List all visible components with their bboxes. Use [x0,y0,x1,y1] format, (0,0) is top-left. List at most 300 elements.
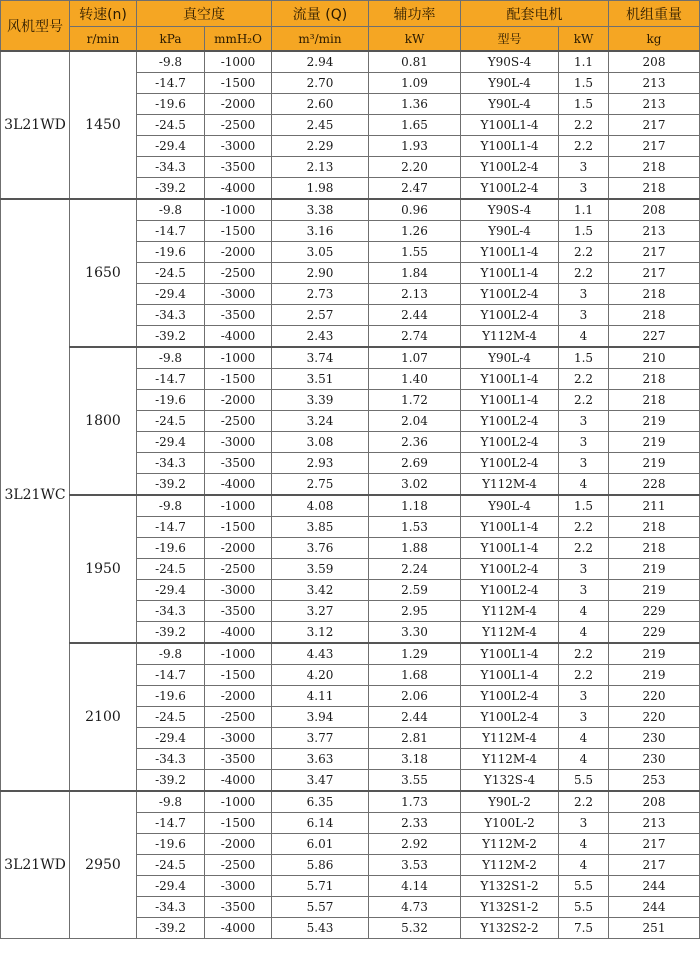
power-cell: 2.95 [369,601,461,622]
weight-cell: 218 [609,284,700,305]
weight-cell: 251 [609,918,700,939]
weight-cell: 219 [609,665,700,686]
model-cell: 3L21WD [1,51,70,199]
weight-cell: 208 [609,51,700,73]
motor-model-cell: Y100L1-4 [461,665,559,686]
kpa-cell: -9.8 [137,791,205,813]
mmh2o-cell: -3500 [205,305,272,326]
motor-model-cell: Y90L-4 [461,495,559,517]
kpa-cell: -14.7 [137,73,205,94]
motor-kw-cell: 1.5 [559,347,609,369]
speed-cell: 2950 [70,791,137,939]
kpa-cell: -9.8 [137,51,205,73]
motor-kw-cell: 3 [559,580,609,601]
power-cell: 2.13 [369,284,461,305]
power-cell: 2.92 [369,834,461,855]
weight-cell: 229 [609,622,700,644]
weight-cell: 219 [609,453,700,474]
motor-kw-cell: 3 [559,157,609,178]
power-cell: 1.36 [369,94,461,115]
weight-cell: 217 [609,855,700,876]
weight-cell: 220 [609,707,700,728]
kpa-cell: -14.7 [137,665,205,686]
motor-model-cell: Y112M-4 [461,326,559,348]
kpa-cell: -29.4 [137,136,205,157]
kpa-cell: -34.3 [137,897,205,918]
kpa-cell: -34.3 [137,453,205,474]
kpa-cell: -24.5 [137,855,205,876]
kpa-cell: -24.5 [137,263,205,284]
motor-kw-cell: 5.5 [559,876,609,897]
motor-model-cell: Y132S2-2 [461,918,559,939]
motor-model-cell: Y90L-4 [461,94,559,115]
flow-cell: 4.11 [272,686,369,707]
table-row [1,643,700,665]
power-cell: 0.81 [369,51,461,73]
flow-cell: 3.59 [272,559,369,580]
motor-model-cell: Y100L1-4 [461,115,559,136]
unit-mmh2o: mmH₂O [205,27,272,52]
mmh2o-cell: -2500 [205,263,272,284]
kpa-cell: -14.7 [137,517,205,538]
mmh2o-cell: -3000 [205,136,272,157]
power-cell: 2.47 [369,178,461,200]
kpa-cell: -39.2 [137,918,205,939]
weight-cell: 219 [609,643,700,665]
mmh2o-cell: -2000 [205,686,272,707]
power-cell: 0.96 [369,199,461,221]
motor-kw-cell: 1.1 [559,51,609,73]
mmh2o-cell: -1500 [205,665,272,686]
flow-cell: 2.45 [272,115,369,136]
weight-cell: 217 [609,242,700,263]
power-cell: 2.74 [369,326,461,348]
mmh2o-cell: -4000 [205,622,272,644]
kpa-cell: -9.8 [137,643,205,665]
weight-cell: 213 [609,73,700,94]
motor-model-cell: Y100L2-4 [461,284,559,305]
motor-kw-cell: 4 [559,749,609,770]
motor-kw-cell: 3 [559,305,609,326]
motor-kw-cell: 1.5 [559,73,609,94]
mmh2o-cell: -4000 [205,474,272,496]
flow-cell: 3.27 [272,601,369,622]
weight-cell: 218 [609,390,700,411]
kpa-cell: -19.6 [137,834,205,855]
table-row [1,347,700,369]
motor-kw-cell: 2.2 [559,665,609,686]
mmh2o-cell: -2000 [205,94,272,115]
flow-cell: 6.35 [272,791,369,813]
flow-cell: 3.08 [272,432,369,453]
power-cell: 2.69 [369,453,461,474]
mmh2o-cell: -4000 [205,178,272,200]
kpa-cell: -29.4 [137,876,205,897]
kpa-cell: -39.2 [137,770,205,792]
kpa-cell: -19.6 [137,242,205,263]
motor-model-cell: Y100L1-4 [461,369,559,390]
kpa-cell: -29.4 [137,580,205,601]
weight-cell: 213 [609,813,700,834]
weight-cell: 244 [609,897,700,918]
flow-cell: 3.16 [272,221,369,242]
unit-flow: m³/min [272,27,369,52]
unit-power: kW [369,27,461,52]
weight-cell: 213 [609,221,700,242]
kpa-cell: -39.2 [137,622,205,644]
flow-cell: 3.05 [272,242,369,263]
power-cell: 1.84 [369,263,461,284]
weight-cell: 244 [609,876,700,897]
motor-model-cell: Y90S-4 [461,199,559,221]
motor-kw-cell: 2.2 [559,390,609,411]
mmh2o-cell: -1000 [205,347,272,369]
weight-cell: 219 [609,432,700,453]
power-cell: 1.07 [369,347,461,369]
weight-cell: 218 [609,517,700,538]
flow-cell: 2.70 [272,73,369,94]
flow-cell: 2.13 [272,157,369,178]
power-cell: 2.81 [369,728,461,749]
model-cell: 3L21WD [1,791,70,939]
motor-model-cell: Y90L-4 [461,347,559,369]
kpa-cell: -34.3 [137,601,205,622]
header-model: 风机型号 [1,1,70,52]
power-cell: 3.18 [369,749,461,770]
motor-kw-cell: 4 [559,326,609,348]
power-cell: 3.55 [369,770,461,792]
unit-speed: r/min [70,27,137,52]
motor-model-cell: Y112M-2 [461,855,559,876]
motor-model-cell: Y100L2-4 [461,411,559,432]
weight-cell: 229 [609,601,700,622]
motor-model-cell: Y100L2-4 [461,453,559,474]
power-cell: 1.26 [369,221,461,242]
speed-cell: 1800 [70,347,137,495]
motor-kw-cell: 4 [559,834,609,855]
motor-kw-cell: 2.2 [559,369,609,390]
power-cell: 1.53 [369,517,461,538]
mmh2o-cell: -2000 [205,538,272,559]
header-vacuum: 真空度 [137,1,272,27]
power-cell: 1.88 [369,538,461,559]
kpa-cell: -34.3 [137,305,205,326]
motor-kw-cell: 2.2 [559,136,609,157]
kpa-cell: -29.4 [137,728,205,749]
motor-kw-cell: 3 [559,707,609,728]
power-cell: 1.93 [369,136,461,157]
weight-cell: 230 [609,749,700,770]
kpa-cell: -24.5 [137,559,205,580]
motor-kw-cell: 4 [559,855,609,876]
flow-cell: 2.90 [272,263,369,284]
power-cell: 2.06 [369,686,461,707]
kpa-cell: -14.7 [137,221,205,242]
flow-cell: 3.47 [272,770,369,792]
kpa-cell: -9.8 [137,347,205,369]
unit-weight: kg [609,27,700,52]
flow-cell: 5.86 [272,855,369,876]
motor-kw-cell: 3 [559,411,609,432]
table-row [1,495,700,517]
motor-kw-cell: 3 [559,686,609,707]
power-cell: 2.44 [369,707,461,728]
weight-cell: 213 [609,94,700,115]
motor-model-cell: Y100L2-4 [461,559,559,580]
mmh2o-cell: -1500 [205,813,272,834]
kpa-cell: -39.2 [137,474,205,496]
weight-cell: 219 [609,411,700,432]
mmh2o-cell: -1500 [205,73,272,94]
motor-model-cell: Y90L-4 [461,221,559,242]
motor-model-cell: Y112M-2 [461,834,559,855]
mmh2o-cell: -2500 [205,411,272,432]
kpa-cell: -39.2 [137,178,205,200]
mmh2o-cell: -1500 [205,369,272,390]
unit-motor-kw: kW [559,27,609,52]
weight-cell: 217 [609,834,700,855]
kpa-cell: -24.5 [137,115,205,136]
flow-cell: 3.51 [272,369,369,390]
motor-kw-cell: 4 [559,474,609,496]
mmh2o-cell: -3500 [205,453,272,474]
motor-model-cell: Y112M-4 [461,622,559,644]
weight-cell: 217 [609,115,700,136]
header-motor: 配套电机 [461,1,609,27]
motor-model-cell: Y100L2-4 [461,580,559,601]
flow-cell: 2.94 [272,51,369,73]
flow-cell: 3.63 [272,749,369,770]
flow-cell: 4.20 [272,665,369,686]
mmh2o-cell: -3000 [205,284,272,305]
kpa-cell: -14.7 [137,813,205,834]
weight-cell: 218 [609,178,700,200]
power-cell: 3.02 [369,474,461,496]
motor-kw-cell: 1.5 [559,94,609,115]
flow-cell: 2.60 [272,94,369,115]
flow-cell: 3.42 [272,580,369,601]
mmh2o-cell: -2500 [205,855,272,876]
weight-cell: 218 [609,369,700,390]
motor-kw-cell: 3 [559,178,609,200]
motor-model-cell: Y100L2-4 [461,432,559,453]
weight-cell: 218 [609,538,700,559]
flow-cell: 4.08 [272,495,369,517]
mmh2o-cell: -3500 [205,749,272,770]
unit-kpa: kPa [137,27,205,52]
power-cell: 2.44 [369,305,461,326]
motor-model-cell: Y132S1-2 [461,876,559,897]
flow-cell: 5.71 [272,876,369,897]
power-cell: 2.33 [369,813,461,834]
mmh2o-cell: -1000 [205,51,272,73]
motor-kw-cell: 2.2 [559,517,609,538]
motor-model-cell: Y100L2-4 [461,707,559,728]
kpa-cell: -29.4 [137,284,205,305]
flow-cell: 2.93 [272,453,369,474]
motor-kw-cell: 3 [559,453,609,474]
motor-kw-cell: 2.2 [559,538,609,559]
motor-kw-cell: 2.2 [559,643,609,665]
motor-model-cell: Y100L1-4 [461,263,559,284]
speed-cell: 2100 [70,643,137,791]
mmh2o-cell: -4000 [205,326,272,348]
power-cell: 1.40 [369,369,461,390]
flow-cell: 1.98 [272,178,369,200]
flow-cell: 5.57 [272,897,369,918]
kpa-cell: -29.4 [137,432,205,453]
flow-cell: 2.43 [272,326,369,348]
kpa-cell: -24.5 [137,707,205,728]
mmh2o-cell: -4000 [205,770,272,792]
power-cell: 4.73 [369,897,461,918]
flow-cell: 4.43 [272,643,369,665]
power-cell: 2.24 [369,559,461,580]
motor-model-cell: Y100L1-4 [461,242,559,263]
motor-kw-cell: 2.2 [559,791,609,813]
flow-cell: 3.24 [272,411,369,432]
motor-model-cell: Y100L2-4 [461,178,559,200]
power-cell: 1.18 [369,495,461,517]
motor-model-cell: Y100L2-4 [461,305,559,326]
motor-kw-cell: 2.2 [559,115,609,136]
table-row [1,199,700,221]
weight-cell: 230 [609,728,700,749]
weight-cell: 217 [609,136,700,157]
motor-model-cell: Y100L1-4 [461,538,559,559]
mmh2o-cell: -2000 [205,242,272,263]
power-cell: 2.59 [369,580,461,601]
power-cell: 3.53 [369,855,461,876]
weight-cell: 253 [609,770,700,792]
flow-cell: 6.14 [272,813,369,834]
motor-model-cell: Y100L1-4 [461,136,559,157]
table-row [1,51,700,73]
kpa-cell: -34.3 [137,157,205,178]
weight-cell: 220 [609,686,700,707]
flow-cell: 2.29 [272,136,369,157]
flow-cell: 2.73 [272,284,369,305]
motor-model-cell: Y132S-4 [461,770,559,792]
header-weight: 机组重量 [609,1,700,27]
speed-cell: 1650 [70,199,137,347]
weight-cell: 228 [609,474,700,496]
flow-cell: 3.85 [272,517,369,538]
motor-kw-cell: 4 [559,728,609,749]
weight-cell: 218 [609,157,700,178]
power-cell: 4.14 [369,876,461,897]
mmh2o-cell: -2500 [205,707,272,728]
mmh2o-cell: -3000 [205,728,272,749]
mmh2o-cell: -3500 [205,157,272,178]
mmh2o-cell: -4000 [205,918,272,939]
mmh2o-cell: -2500 [205,559,272,580]
motor-model-cell: Y112M-4 [461,601,559,622]
flow-cell: 3.12 [272,622,369,644]
motor-kw-cell: 3 [559,813,609,834]
power-cell: 1.72 [369,390,461,411]
motor-kw-cell: 5.5 [559,897,609,918]
motor-model-cell: Y90L-4 [461,73,559,94]
motor-kw-cell: 2.2 [559,263,609,284]
speed-cell: 1950 [70,495,137,643]
flow-cell: 3.94 [272,707,369,728]
kpa-cell: -14.7 [137,369,205,390]
header-speed: 转速(n) [70,1,137,27]
motor-model-cell: Y90S-4 [461,51,559,73]
motor-kw-cell: 3 [559,559,609,580]
header-power: 辅功率 [369,1,461,27]
power-cell: 2.04 [369,411,461,432]
motor-kw-cell: 1.5 [559,221,609,242]
motor-model-cell: Y100L1-4 [461,390,559,411]
motor-kw-cell: 3 [559,284,609,305]
motor-model-cell: Y90L-2 [461,791,559,813]
power-cell: 1.55 [369,242,461,263]
flow-cell: 3.77 [272,728,369,749]
flow-cell: 3.74 [272,347,369,369]
motor-model-cell: Y100L-2 [461,813,559,834]
flow-cell: 5.43 [272,918,369,939]
power-cell: 1.29 [369,643,461,665]
header-flow: 流量 (Q) [272,1,369,27]
flow-cell: 2.57 [272,305,369,326]
power-cell: 1.73 [369,791,461,813]
weight-cell: 217 [609,263,700,284]
kpa-cell: -34.3 [137,749,205,770]
mmh2o-cell: -2000 [205,390,272,411]
weight-cell: 218 [609,305,700,326]
mmh2o-cell: -3000 [205,876,272,897]
motor-model-cell: Y100L2-4 [461,157,559,178]
weight-cell: 219 [609,580,700,601]
flow-cell: 2.75 [272,474,369,496]
power-cell: 2.20 [369,157,461,178]
power-cell: 1.65 [369,115,461,136]
weight-cell: 211 [609,495,700,517]
weight-cell: 208 [609,199,700,221]
motor-kw-cell: 5.5 [559,770,609,792]
weight-cell: 210 [609,347,700,369]
mmh2o-cell: -2500 [205,115,272,136]
power-cell: 2.36 [369,432,461,453]
flow-cell: 3.38 [272,199,369,221]
kpa-cell: -19.6 [137,538,205,559]
mmh2o-cell: -1500 [205,517,272,538]
weight-cell: 227 [609,326,700,348]
mmh2o-cell: -3000 [205,580,272,601]
kpa-cell: -19.6 [137,686,205,707]
motor-kw-cell: 4 [559,601,609,622]
mmh2o-cell: -1000 [205,791,272,813]
motor-kw-cell: 1.5 [559,495,609,517]
mmh2o-cell: -1500 [205,221,272,242]
power-cell: 1.09 [369,73,461,94]
motor-kw-cell: 3 [559,432,609,453]
mmh2o-cell: -1000 [205,495,272,517]
table-row [1,791,700,813]
speed-cell: 1450 [70,51,137,199]
motor-model-cell: Y112M-4 [461,728,559,749]
flow-cell: 3.76 [272,538,369,559]
unit-motor-model: 型号 [461,27,559,52]
weight-cell: 208 [609,791,700,813]
motor-model-cell: Y100L1-4 [461,643,559,665]
motor-kw-cell: 4 [559,622,609,644]
weight-cell: 219 [609,559,700,580]
mmh2o-cell: -1000 [205,199,272,221]
motor-model-cell: Y100L2-4 [461,686,559,707]
